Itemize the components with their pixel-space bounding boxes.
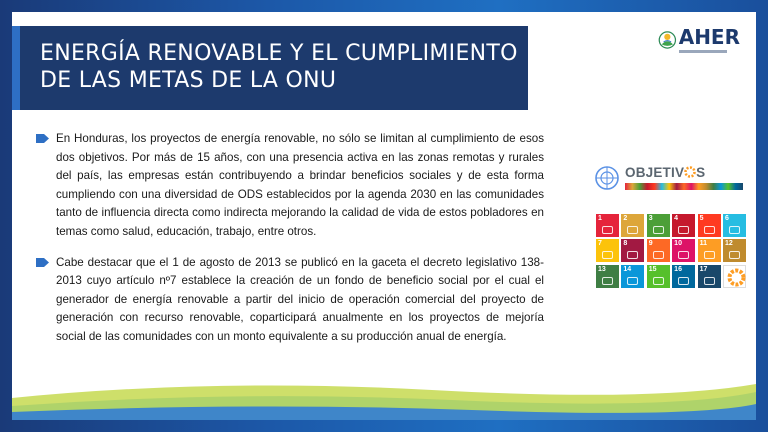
leaf-sun-icon bbox=[658, 25, 677, 55]
sdg-goal-icon bbox=[678, 226, 689, 234]
un-emblem-icon bbox=[594, 165, 620, 191]
sdg-goal-number: 9 bbox=[648, 240, 653, 248]
slide-title-line-1: ENERGÍA RENOVABLE Y EL CUMPLIMIENTO bbox=[40, 41, 518, 66]
paragraph-2 bbox=[36, 254, 544, 347]
sdg-goal-icon bbox=[729, 226, 740, 234]
sdg-goal-icon bbox=[602, 277, 613, 285]
sdg-title: OBJETIV S bbox=[625, 165, 706, 180]
sdg-goal-number: 15 bbox=[648, 265, 657, 273]
sdg-goal-icon bbox=[627, 226, 638, 234]
aher-logo bbox=[658, 20, 740, 60]
sdg-goal-number: 6 bbox=[724, 215, 729, 222]
sdg-goal-icon bbox=[602, 251, 613, 259]
sdg-goal-14 bbox=[621, 265, 644, 288]
sdg-goal-number: 2 bbox=[623, 215, 628, 222]
sdg-header bbox=[594, 160, 746, 196]
sdg-goal-number: 1 bbox=[598, 215, 602, 222]
sdg-goal-number: 10 bbox=[674, 240, 682, 248]
slide bbox=[12, 12, 756, 420]
sdg-goal-10 bbox=[672, 239, 695, 262]
paragraph-text: Cabe destacar que el 1 de agosto de 2013 se publicó en la gaceta el decreto legislativo 138-2013 cuyo artículo nº7 establece la creación de un fondo de beneficio social por el cual el generador de energía renovable a partir del inicio de operación comercial del proyecto de generación con recurso renovable, coparticipará anualmente en los proyectos de mejoría social de las comunidades con un monto equivalente a su producción anual de energía. bbox=[56, 255, 544, 343]
sdg-goal-4 bbox=[672, 214, 695, 237]
sdg-goal-7 bbox=[596, 239, 619, 262]
sdg-wheel-icon bbox=[726, 267, 747, 288]
sdg-goal-17 bbox=[698, 265, 721, 288]
sdg-goal-1 bbox=[596, 214, 619, 237]
footer-wave bbox=[12, 360, 756, 420]
paragraph-1 bbox=[36, 130, 544, 242]
body-content bbox=[36, 130, 544, 359]
sdg-goal-2 bbox=[621, 214, 644, 237]
sdg-goal-icon bbox=[653, 277, 664, 285]
logo-name: AHER bbox=[678, 25, 740, 49]
logo-tagline bbox=[679, 50, 727, 53]
sdg-goal-12 bbox=[723, 239, 746, 262]
sdg-goal-icon bbox=[678, 251, 689, 259]
sdg-wheel-icon bbox=[684, 166, 696, 178]
sdg-goal-number: 7 bbox=[598, 240, 602, 248]
sdg-goal-icon bbox=[627, 251, 638, 259]
sdg-logo-tile bbox=[723, 265, 746, 288]
sdg-color-strip bbox=[625, 183, 743, 190]
bullet-arrow-icon bbox=[36, 134, 49, 143]
sdg-goal-number: 11 bbox=[699, 240, 707, 248]
sdg-goal-number: 14 bbox=[623, 265, 632, 273]
sdg-goal-icon bbox=[653, 251, 664, 259]
bullet-arrow-icon bbox=[36, 258, 49, 267]
slide-title-line-2: DE LAS METAS DE LA ONU bbox=[40, 68, 337, 93]
sdg-goal-grid bbox=[596, 214, 746, 288]
sdg-goal-number: 5 bbox=[699, 215, 704, 222]
sdg-goal-16 bbox=[672, 265, 695, 288]
sdg-goal-3 bbox=[647, 214, 670, 237]
title-accent-bar bbox=[12, 26, 20, 110]
sdg-goal-number: 3 bbox=[648, 215, 653, 222]
sdg-goal-number: 13 bbox=[598, 265, 606, 273]
sdg-goal-11 bbox=[698, 239, 721, 262]
sdg-goal-icon bbox=[729, 251, 740, 259]
sdg-goal-icon bbox=[653, 226, 664, 234]
sdg-goal-number: 17 bbox=[699, 265, 708, 273]
sdg-goal-number: 16 bbox=[674, 265, 682, 273]
sdg-goal-6 bbox=[723, 214, 746, 237]
sdg-goal-icon bbox=[704, 277, 715, 285]
paragraph-text: En Honduras, los proyectos de energía renovable, no sólo se limitan al cumplimiento de esos dos objetivos. Por más de 15 años, con una presencia activa en las zonas remotas y rurales del país, las empresas están contribuyendo a brindar beneficios sociales y de esta forma cumpliendo con una diversidad de ODS establecidos por la agenda 2030 en las comunidades tanto de influencia directa como indirecta mejorando la calidad de vida de estos pobladores en temas como salud, educación, trabajo, entre otros. bbox=[56, 132, 544, 238]
sdg-goal-icon bbox=[602, 226, 613, 234]
sdg-goal-icon bbox=[704, 251, 715, 259]
sdg-goal-icon bbox=[678, 277, 689, 285]
sdg-goal-9 bbox=[647, 239, 670, 262]
sdg-goal-icon bbox=[627, 277, 638, 285]
title-band bbox=[12, 26, 528, 110]
sdg-goal-5 bbox=[698, 214, 721, 237]
sdg-goal-number: 4 bbox=[674, 215, 679, 222]
sdg-goal-13 bbox=[596, 265, 619, 288]
sdg-goal-number: 8 bbox=[623, 240, 628, 248]
sdg-goal-number: 12 bbox=[724, 240, 733, 248]
sdg-goal-icon bbox=[704, 226, 715, 234]
sdg-goal-8 bbox=[621, 239, 644, 262]
sdg-goal-15 bbox=[647, 265, 670, 288]
